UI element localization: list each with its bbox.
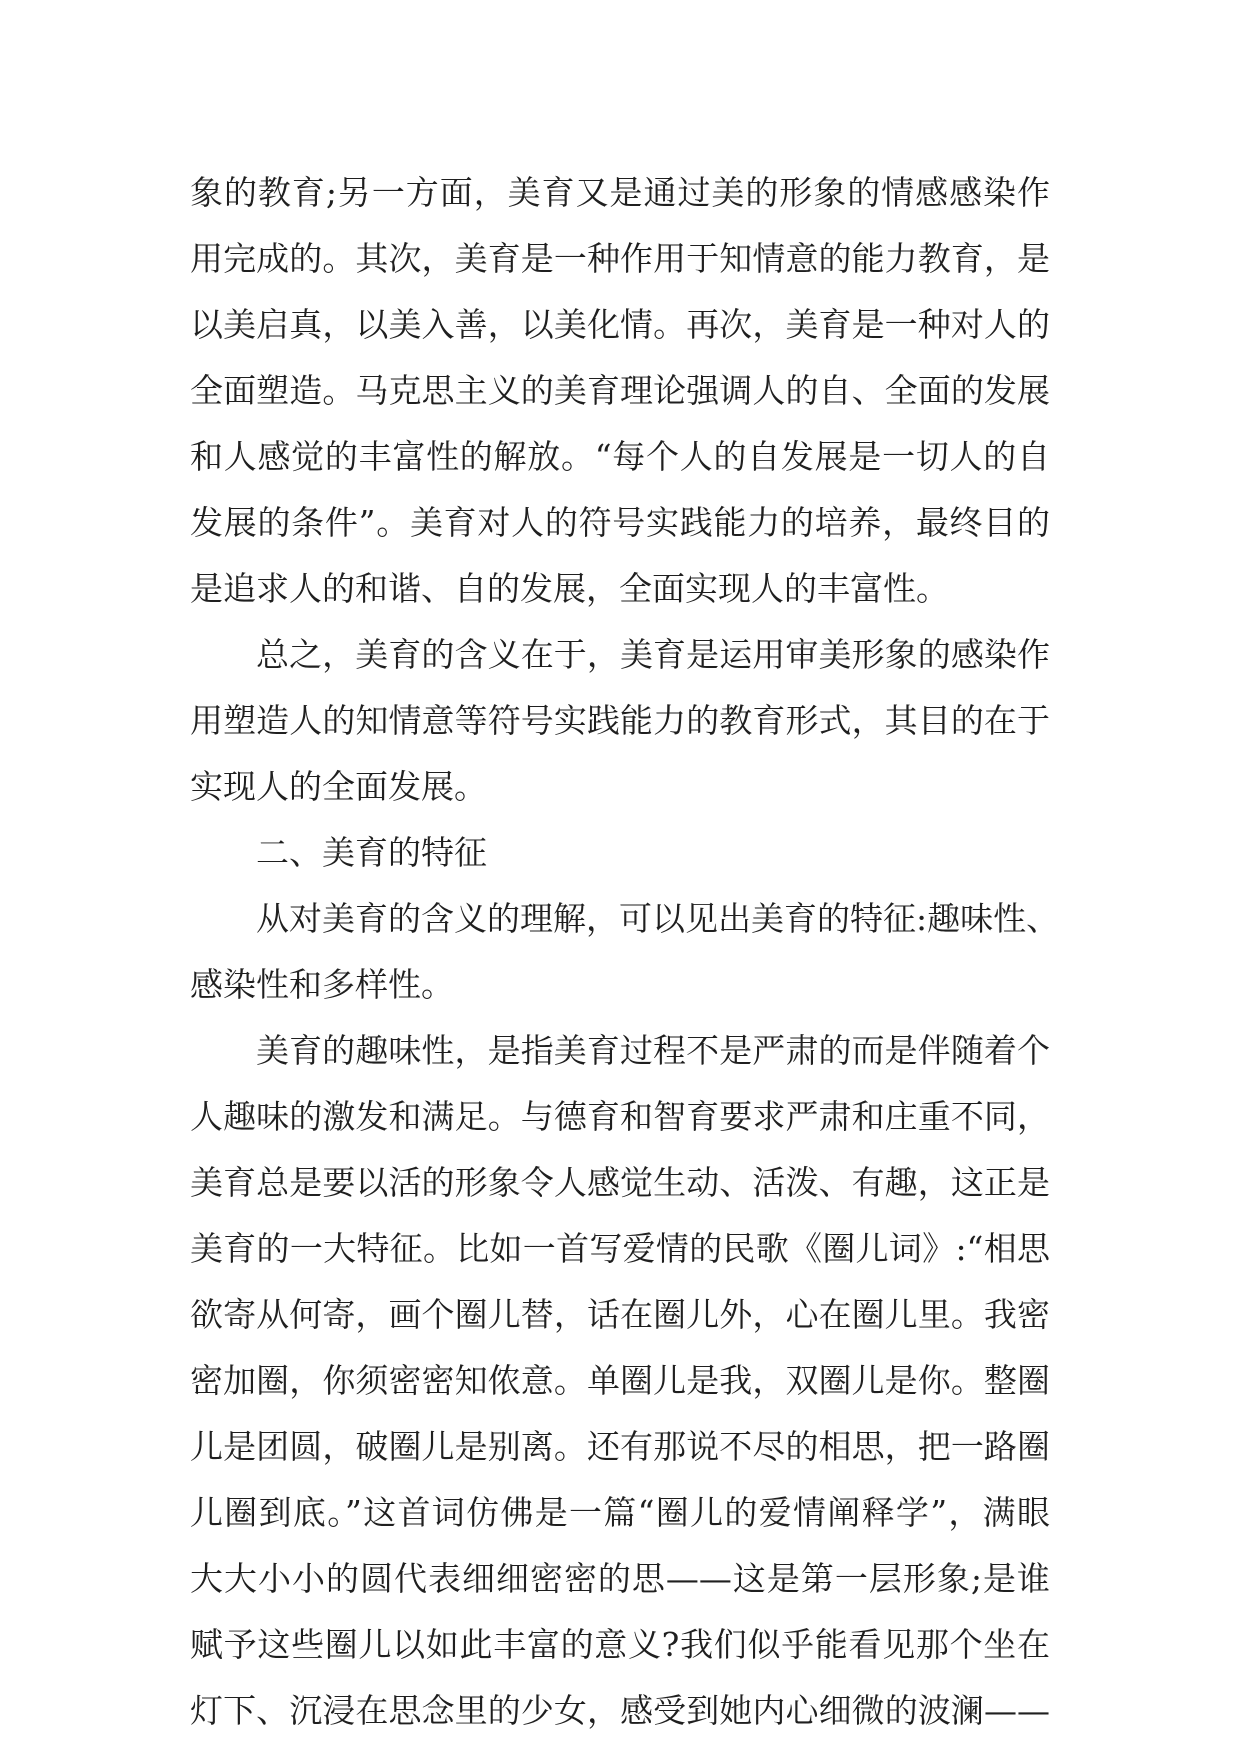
- text-line: 美育的趣味性，是指美育过程不是严肃的而是伴随着个: [256, 1031, 1050, 1070]
- text-line: 实现人的全面发展。: [190, 767, 487, 806]
- text-line: 人趣味的激发和满足。与德育和智育要求严肃和庄重不同，: [190, 1097, 1050, 1136]
- text-line: 感染性和多样性。: [190, 965, 454, 1004]
- text-line: 密加圈，你须密密知侬意。单圈儿是我，双圈儿是你。整圈: [190, 1361, 1050, 1400]
- text-line: 二、美育的特征: [256, 833, 487, 872]
- text-line: 发展的条件”。美育对人的符号实践能力的培养，最终目的: [190, 503, 1050, 542]
- text-line: 赋予这些圈儿以如此丰富的意义?我们似乎能看见那个坐在: [190, 1625, 1050, 1664]
- text-line: 是追求人的和谐、自的发展，全面实现人的丰富性。: [190, 569, 949, 608]
- text-line: 和人感觉的丰富性的解放。“每个人的自发展是一切人的自: [190, 437, 1050, 476]
- text-line: 灯下、沉浸在思念里的少女，感受到她内心细微的波澜——: [190, 1691, 1050, 1730]
- text-line: 以美启真，以美入善，以美化情。再次，美育是一种对人的: [190, 305, 1050, 344]
- text-line: 儿是团圆，破圈儿是别离。还有那说不尽的相思，把一路圈: [190, 1427, 1050, 1466]
- text-line: 从对美育的含义的理解，可以见出美育的特征:趣味性、: [256, 899, 1060, 938]
- text-line: 美育的一大特征。比如一首写爱情的民歌《圈儿词》:“相思: [190, 1229, 1050, 1268]
- text-line: 总之，美育的含义在于，美育是运用审美形象的感染作: [256, 635, 1050, 674]
- text-line: 大大小小的圆代表细细密密的思——这是第一层形象;是谁: [190, 1559, 1050, 1598]
- text-line: 全面塑造。马克思主义的美育理论强调人的自、全面的发展: [190, 371, 1050, 410]
- text-line: 儿圈到底。”这首词仿佛是一篇“圈儿的爱情阐释学”，满眼: [190, 1493, 1050, 1532]
- text-line: 象的教育;另一方面，美育又是通过美的形象的情感感染作: [190, 173, 1050, 212]
- text-line: 用完成的。其次，美育是一种作用于知情意的能力教育，是: [190, 239, 1050, 278]
- body-text: [190, 160, 1060, 1744]
- text-line: 用塑造人的知情意等符号实践能力的教育形式，其目的在于: [190, 701, 1050, 740]
- text-line: 美育总是要以活的形象令人感觉生动、活泼、有趣，这正是: [190, 1163, 1050, 1202]
- text-line: 欲寄从何寄，画个圈儿替，话在圈儿外，心在圈儿里。我密: [190, 1295, 1050, 1334]
